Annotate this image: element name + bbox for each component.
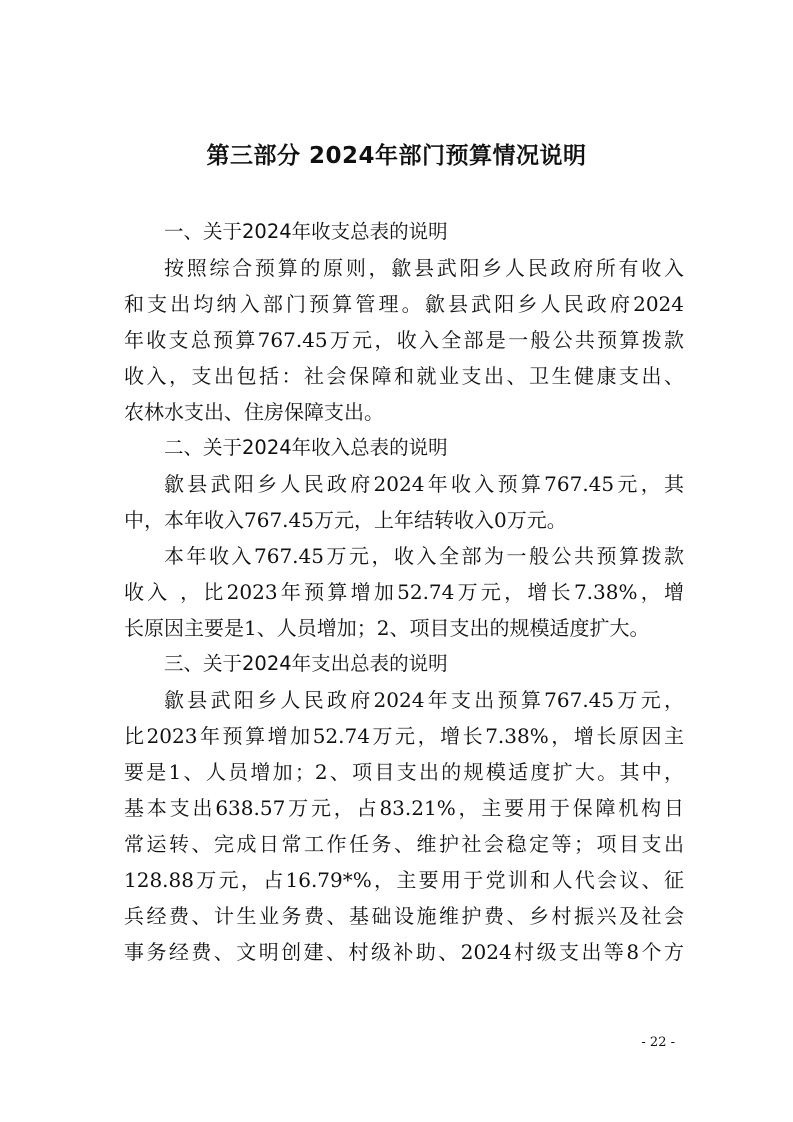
section-heading: 一、关于2024年收支总表的说明	[164, 220, 448, 243]
paragraph-line: 歙县武阳乡人民政府2024年支出预算767.45万元，	[164, 688, 684, 712]
paragraph-line: 农林水支出、住房保障支出。	[124, 400, 384, 424]
document-body	[124, 214, 684, 970]
paragraph-line: 常运转、完成日常工作任务、维护社会稳定等；项目支出	[124, 832, 684, 856]
paragraph-line: 128.88万元，占16.79*%，主要用于党训和人代会议、征	[124, 868, 684, 892]
paragraph-line: 按照综合预算的原则，歙县武阳乡人民政府所有收入	[164, 256, 684, 280]
paragraph-line: 收入，支出包括：社会保障和就业支出、卫生健康支出、	[124, 364, 684, 388]
paragraph-line: 要是1、人员增加；2、项目支出的规模适度扩大。其中，	[124, 760, 684, 784]
paragraph-line: 年收支总预算767.45万元，收入全部是一般公共预算拨款	[124, 328, 684, 352]
paragraph-line: 事务经费、文明创建、村级补助、2024村级支出等8个方	[124, 940, 684, 964]
paragraph-line: 比2023年预算增加52.74万元，增长7.38%，增长原因主	[124, 724, 684, 748]
section-heading: 三、关于2024年支出总表的说明	[164, 652, 448, 675]
paragraph-line: 兵经费、计生业务费、基础设施维护费、乡村振兴及社会	[124, 904, 684, 928]
paragraph-line: 中，本年收入767.45万元，上年结转收入0万元。	[124, 508, 567, 532]
page-title: 第三部分 2024年部门预算情况说明	[206, 143, 587, 169]
paragraph-line: 收入 ，比2023年预算增加52.74万元，增长7.38%，增	[124, 580, 684, 604]
page-number: - 22 -	[641, 1035, 675, 1050]
paragraph-line: 长原因主要是1、人员增加；2、项目支出的规模适度扩大。	[124, 616, 650, 640]
section-heading: 二、关于2024年收入总表的说明	[164, 436, 448, 459]
paragraph-line: 基本支出638.57万元，占83.21%，主要用于保障机构日	[124, 796, 684, 820]
paragraph-line: 歙县武阳乡人民政府2024年收入预算767.45元，其	[164, 472, 684, 496]
paragraph-line: 和支出均纳入部门预算管理。歙县武阳乡人民政府2024	[124, 292, 684, 316]
paragraph-line: 本年收入767.45万元，收入全部为一般公共预算拨款	[164, 544, 684, 568]
